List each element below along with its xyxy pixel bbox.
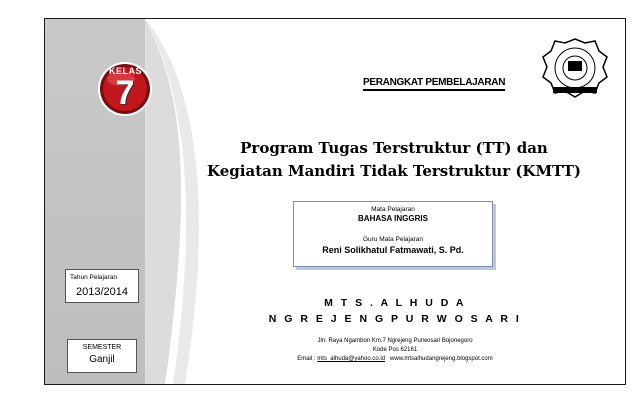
teacher-name: Reni Solikhatul Fatmawati, S. Pd. xyxy=(322,245,464,255)
school-postcode: Kode Pos 62161 xyxy=(372,347,418,353)
email-link[interactable]: mts_alhuda@yahoo.co.id xyxy=(317,356,386,362)
email-prefix: Email : xyxy=(297,356,318,362)
decorative-swoosh xyxy=(45,19,305,384)
document-title xyxy=(205,137,583,183)
school-village: N G R E J E N G P U R W O S A R I xyxy=(268,313,522,325)
title-line-1: Program Tugas Terstruktur (TT) dan xyxy=(240,139,548,157)
academic-year-box xyxy=(65,269,139,303)
teacher-label: Guru Mata Pelajaran xyxy=(363,236,423,243)
academic-year-value: 2013/2014 xyxy=(76,286,128,298)
academic-year-label: Tahun Pelajaran xyxy=(70,274,117,281)
document-page xyxy=(44,18,626,385)
subject-name: BAHASA INGGRIS xyxy=(358,214,428,223)
school-address: Jln. Raya Ngambon Km.7 Ngrejeng Purwosari Bojonegoro xyxy=(317,338,473,344)
school-logo-icon xyxy=(539,37,611,99)
website-link[interactable]: www.mtsalhudangrejeng.blogspot.com xyxy=(390,356,493,362)
document-type: PERANGKAT PEMBELAJARAN xyxy=(363,77,505,91)
school-block xyxy=(251,295,539,327)
semester-label: SEMESTER xyxy=(82,344,122,351)
kelas-label: KELAS xyxy=(109,66,143,76)
school-name: M T S . A L H U D A xyxy=(324,297,466,309)
school-contact xyxy=(251,355,539,364)
title-line-2: Kegiatan Mandiri Tidak Terstruktur (KMTT) xyxy=(207,162,581,180)
school-address-block xyxy=(251,337,539,364)
semester-value: Ganjil xyxy=(89,354,115,365)
subject-label: Mata Pelajaran xyxy=(371,206,415,213)
semester-box xyxy=(67,339,137,373)
subject-info-box xyxy=(293,201,493,267)
kelas-number: 7 xyxy=(115,74,135,112)
